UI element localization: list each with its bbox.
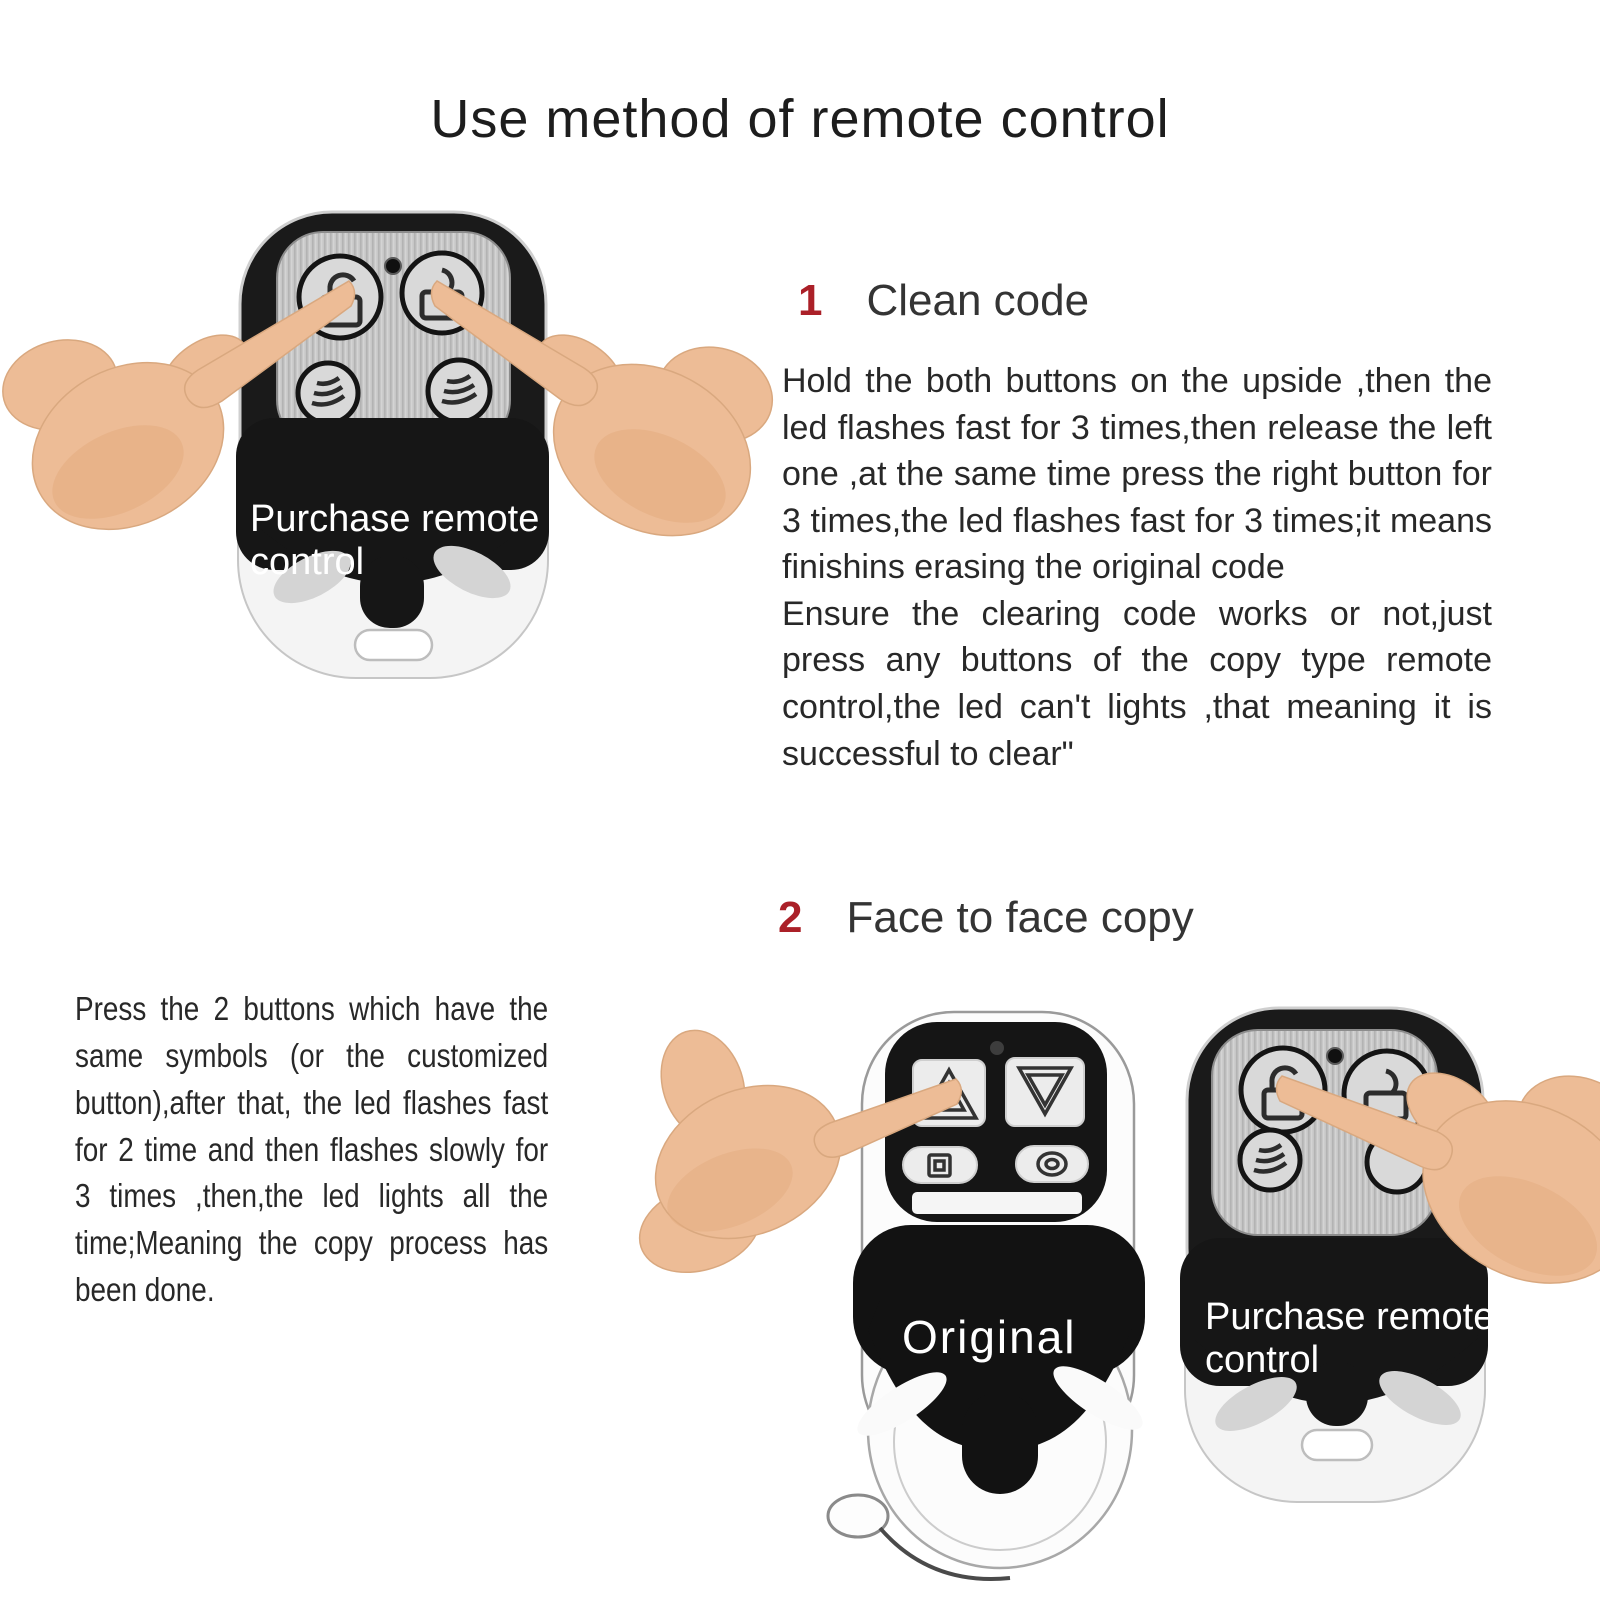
step-1-paragraph-1: Hold the both buttons on the upside ,then the led flashes fast for 3 times,then release the left one ,at the same time press the right button for 3 times,the led flashes fast for 3 times;it means finishins erasing the original code xyxy=(782,362,1492,587)
cover-tongue xyxy=(962,1392,1038,1494)
keyring-slot xyxy=(355,630,432,660)
remote-label: Purchase remote control xyxy=(250,498,540,583)
step-2-instructions: Press the 2 buttons which have the same symbols (or the customized button),after that, the led flashes fast for 2 time and then flashes slowly for 3 times ,then,the led lights all the time;Meaning the copy process has been done. xyxy=(75,990,549,1309)
keyring-slot xyxy=(1302,1430,1372,1460)
step-1-title: Clean code xyxy=(866,276,1090,325)
led-indicator xyxy=(990,1041,1004,1055)
keyring-hole xyxy=(828,1495,888,1537)
led-indicator xyxy=(1327,1048,1343,1064)
led-indicator xyxy=(385,258,401,274)
original-remote-figure xyxy=(650,990,1170,1600)
remote-label: Original xyxy=(902,1311,1077,1363)
round-button xyxy=(1016,1146,1088,1182)
page-title: Use method of remote control xyxy=(430,89,1170,149)
step-1-instructions xyxy=(782,358,1492,777)
remote-label: Purchase remote control xyxy=(1205,1296,1495,1381)
step-2-title: Face to face copy xyxy=(846,893,1194,942)
down-button xyxy=(1006,1058,1084,1126)
stop-button xyxy=(903,1147,977,1183)
aux-button-left xyxy=(298,363,358,423)
step-1-heading xyxy=(798,276,1089,326)
step-1-paragraph-2: Ensure the clearing code works or not,just press any buttons of the copy type remote control,the led can't lights ,that meaning it is successful to clear" xyxy=(782,594,1492,773)
aux-button-right xyxy=(428,360,490,422)
step-2-number: 2 xyxy=(778,893,803,942)
step-1-number: 1 xyxy=(798,276,823,325)
battery-bar xyxy=(912,1192,1082,1214)
step-2-heading xyxy=(778,893,1194,943)
purchase-remote-copy-figure xyxy=(1170,990,1600,1600)
aux-button-left xyxy=(1240,1130,1300,1190)
